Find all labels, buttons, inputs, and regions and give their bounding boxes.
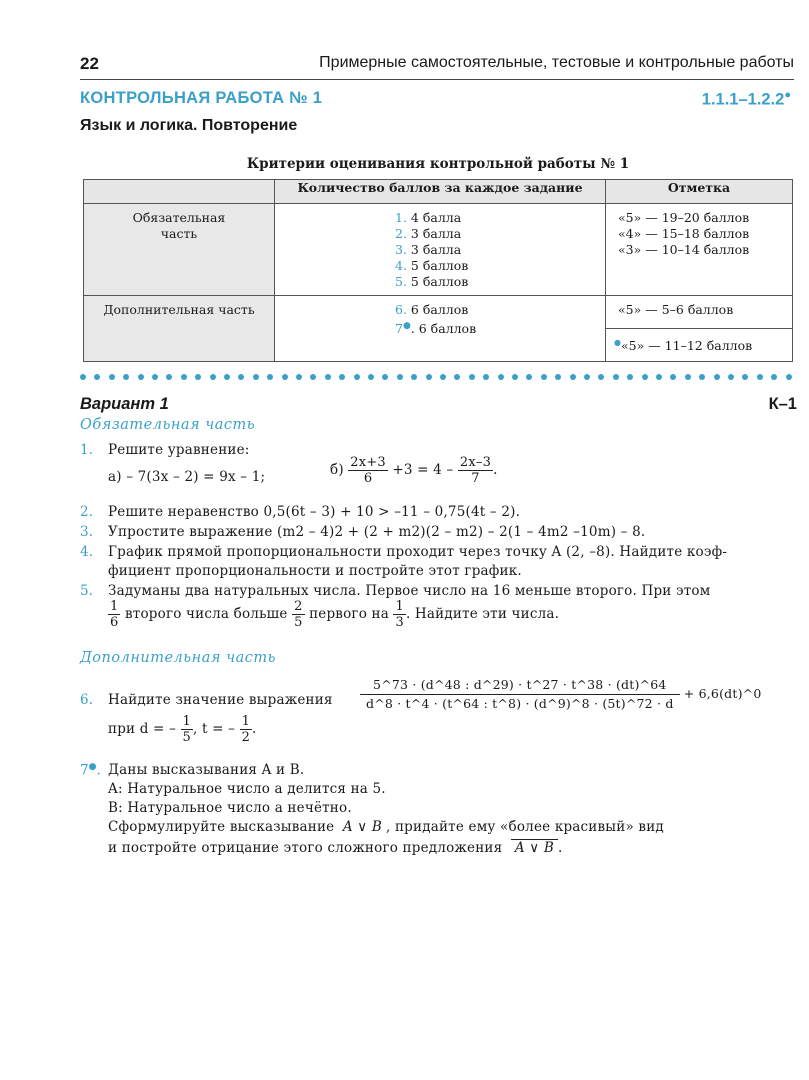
task-4-line-2: фициент пропорциональности и постройте этот график. xyxy=(108,563,522,579)
additional-section-title: Дополнительная часть xyxy=(80,650,277,666)
task-1a: а) – 7(3x – 2) = 9x – 1; xyxy=(108,469,266,485)
separator-dot xyxy=(526,374,532,380)
list-item: 5. 5 баллов xyxy=(395,274,469,289)
separator-dot xyxy=(728,374,734,380)
task-4-number: 4. xyxy=(80,544,93,560)
separator-dot xyxy=(397,374,403,380)
task-7-line-4: Сформулируйте высказывание A ∨ B , придайте ему «более красивый» вид xyxy=(108,819,664,835)
separator-dot xyxy=(699,374,705,380)
separator-dot xyxy=(253,374,259,380)
mandatory-points xyxy=(275,204,606,296)
mandatory-section-title: Обязательная часть xyxy=(80,417,256,433)
separator-dot xyxy=(411,374,417,380)
topic-code: 1.1.1–1.2.2● xyxy=(701,89,791,109)
task-5-line-2: $\frac{1}{6}$ второго числа больше $\frac{2}{5}$ первого на $\frac{1}{3}$ . Найдите эти числа. xyxy=(110,599,560,630)
task-3-number: 3. xyxy=(80,524,93,540)
task-2-number: 2. xyxy=(80,504,93,520)
separator-dot xyxy=(757,374,763,380)
grade-item: «3» — 10–14 баллов xyxy=(618,242,750,257)
separator-dot xyxy=(613,374,619,380)
separator-dot xyxy=(166,374,172,380)
separator-dot xyxy=(325,374,331,380)
separator-dot xyxy=(714,374,720,380)
separator-dot xyxy=(109,374,115,380)
task-7-line-3: B: Натуральное число a нечётно. xyxy=(108,800,352,816)
separator-dot xyxy=(685,374,691,380)
dot-marker-icon: ● xyxy=(402,321,411,331)
grade-item: «5» — 19–20 баллов xyxy=(618,210,750,225)
separator-dot xyxy=(786,374,792,380)
task-6-number: 6. xyxy=(80,692,93,708)
separator-dot xyxy=(368,374,374,380)
list-item: 7●. 6 баллов xyxy=(395,321,477,337)
fraction xyxy=(360,676,680,713)
work-subtitle: Язык и логика. Повторение xyxy=(80,117,298,134)
separator-dot xyxy=(123,374,129,380)
separator-dot xyxy=(627,374,633,380)
logic-expression: A ∨ B xyxy=(342,819,382,835)
task-7-line-1: Даны высказывания A и B. xyxy=(108,762,305,778)
negated-expression: A ∨ B xyxy=(511,839,558,856)
mandatory-label: Обязательная часть xyxy=(84,204,275,296)
separator-dot xyxy=(670,374,676,380)
separator-dot xyxy=(339,374,345,380)
criteria-table xyxy=(83,179,793,362)
separator-dot xyxy=(512,374,518,380)
fraction: $\frac{2x+3}{6}$ xyxy=(350,455,386,486)
task-6-params: при d = – $\frac{1}{5}$ , t = – $\frac{1}{2}$ . xyxy=(108,714,257,745)
separator-dot xyxy=(642,374,648,380)
task-1-number: 1. xyxy=(80,442,93,458)
work-title: КОНТРОЛЬНАЯ РАБОТА № 1 xyxy=(80,89,323,107)
separator-dot xyxy=(483,374,489,380)
fraction: $\frac{1}{2}$ xyxy=(241,714,251,745)
task-6-text: Найдите значение выражения xyxy=(108,692,333,708)
separator-dot xyxy=(80,374,86,380)
task-7-line-5: и постройте отрицание этого сложного предложения A ∨ B . xyxy=(108,840,563,856)
task-6-expression xyxy=(360,676,761,713)
separator-dot xyxy=(181,374,187,380)
separator-dot xyxy=(454,374,460,380)
fraction: $\frac{2}{5}$ xyxy=(294,599,303,630)
dot-marker-icon: ● xyxy=(88,762,97,772)
task-5-number: 5. xyxy=(80,583,93,599)
expression-numerator: 5^73 · (d^48 : d^29) · t^27 · t^38 · (dt)^64 xyxy=(360,676,680,695)
additional-grade-2: ●«5» — 11–12 баллов xyxy=(606,329,793,362)
dot-marker-icon: ● xyxy=(614,338,621,347)
task-1b: б) $\frac{2x+3}{6}$ +3 = 4 – $\frac{2x-3}{7}$ . xyxy=(330,455,498,486)
task-4-line-1: График прямой пропорциональности проходит через точку A (2, –8). Найдите коэф- xyxy=(108,544,728,560)
separator-dot xyxy=(498,374,504,380)
separator-dot xyxy=(555,374,561,380)
list-item: 4. 5 баллов xyxy=(395,258,469,273)
separator-dot xyxy=(469,374,475,380)
additional-grade-1: «5» — 5–6 баллов xyxy=(606,296,793,329)
table-header-row xyxy=(84,180,793,204)
separator-dot xyxy=(570,374,576,380)
task-2-text: Решите неравенство 0,5(6t – 3) + 10 > –11 – 0,75(4t – 2). xyxy=(108,504,521,520)
additional-label: Дополнительная часть xyxy=(84,296,275,362)
separator-dot xyxy=(656,374,662,380)
separator-dot xyxy=(282,374,288,380)
separator-dot xyxy=(152,374,158,380)
fraction: $\frac{1}{3}$ xyxy=(395,599,404,630)
separator-dot xyxy=(238,374,244,380)
task-7-line-2: A: Натуральное число a делится на 5. xyxy=(108,781,386,797)
fraction: $\frac{1}{6}$ xyxy=(110,599,119,630)
separator-dot xyxy=(541,374,547,380)
list-item: 6. 6 баллов xyxy=(395,302,469,317)
dotted-separator xyxy=(80,374,794,382)
table-header-grade: Отметка xyxy=(606,180,793,204)
additional-points xyxy=(275,296,606,362)
page-number: 22 xyxy=(80,54,99,73)
separator-dot xyxy=(310,374,316,380)
running-title: Примерные самостоятельные, тестовые и контрольные работы xyxy=(319,54,794,71)
page-header xyxy=(80,54,796,78)
table-header-points: Количество баллов за каждое задание xyxy=(275,180,606,204)
variant-title: Вариант 1 xyxy=(80,395,169,413)
list-item: 3. 3 балла xyxy=(395,242,462,257)
separator-dot xyxy=(742,374,748,380)
separator-dot xyxy=(440,374,446,380)
task-7-number: 7●. xyxy=(80,762,101,779)
fraction: $\frac{2x-3}{7}$ xyxy=(459,455,492,486)
task-5-line-1: Задуманы два натуральных числа. Первое число на 16 меньше второго. При этом xyxy=(108,583,711,599)
dot-marker-icon: ● xyxy=(784,89,791,101)
separator-dot xyxy=(354,374,360,380)
table-header-empty xyxy=(84,180,275,204)
list-item: 2. 3 балла xyxy=(395,226,462,241)
separator-dot xyxy=(267,374,273,380)
separator-dot xyxy=(296,374,302,380)
header-rule xyxy=(80,79,794,80)
table-caption: Критерии оценивания контрольной работы № 1 xyxy=(246,156,630,172)
separator-dot xyxy=(771,374,777,380)
separator-dot xyxy=(426,374,432,380)
task-3-text: Упростите выражение (m2 – 4)2 + (2 + m2)(2 – m2) – 2(1 – 4m2 –10m) – 8. xyxy=(108,524,646,540)
separator-dot xyxy=(195,374,201,380)
fraction: $\frac{1}{5}$ xyxy=(182,714,191,745)
variant-code: К–1 xyxy=(768,395,797,413)
separator-dot xyxy=(210,374,216,380)
separator-dot xyxy=(598,374,604,380)
table-row-additional xyxy=(84,296,793,329)
task-1-text: Решите уравнение: xyxy=(108,442,250,458)
expression-denominator: d^8 · t^4 · (t^64 : t^8) · (d^9)^8 · (5t)^72 · d xyxy=(366,696,674,711)
mandatory-grades xyxy=(606,204,793,296)
expression-tail: + 6,6(dt)^0 xyxy=(683,686,762,701)
separator-dot xyxy=(224,374,230,380)
separator-dot xyxy=(382,374,388,380)
grade-item: «4» — 15–18 баллов xyxy=(618,226,750,241)
separator-dot xyxy=(584,374,590,380)
list-item: 1. 4 балла xyxy=(395,210,462,225)
table-row-mandatory xyxy=(84,204,793,296)
separator-dot xyxy=(94,374,100,380)
separator-dot xyxy=(138,374,144,380)
